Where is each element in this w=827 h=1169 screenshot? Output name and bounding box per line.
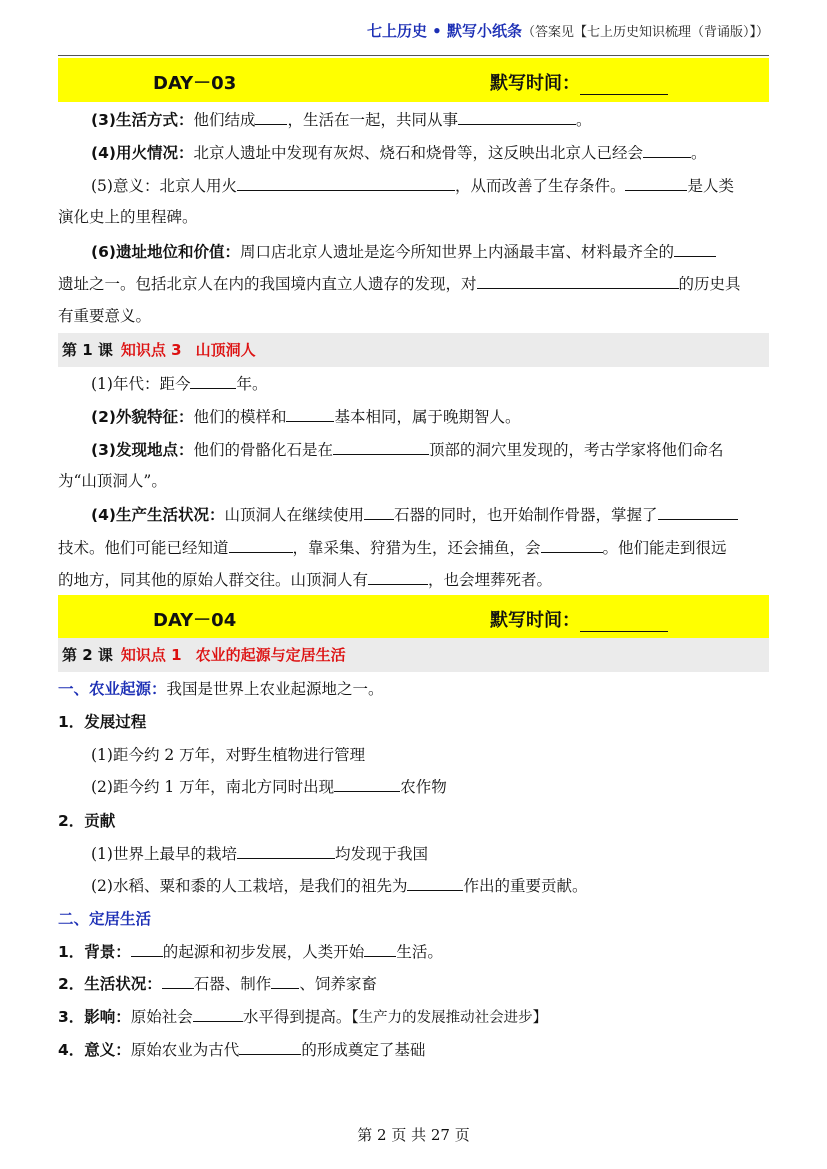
text: 石器的同时，也开始制作骨器，掌握了 — [393, 506, 658, 524]
lesson-title: 农业的起源与定居生活 — [195, 646, 346, 664]
text: 技术。他们可能已经知道 — [58, 539, 229, 557]
text: 他们的骨骼化石是在 — [193, 441, 333, 459]
item-lifestyle — [91, 103, 769, 137]
page-header — [367, 20, 769, 41]
text: 水平得到提高。 — [242, 1008, 352, 1026]
text: 基本相同，属于晚期智人。 — [334, 408, 521, 426]
text: 。 — [576, 111, 592, 129]
settle-significance — [58, 1033, 769, 1067]
item-discovery-cont: 为“山顶洞人”。 — [58, 472, 167, 490]
item-head: 3．影响： — [58, 1008, 131, 1026]
dictation-time — [490, 69, 668, 95]
fill-blank[interactable] — [237, 842, 335, 859]
text: 均发现于我国 — [334, 845, 428, 863]
item-head: 1．背景： — [58, 943, 131, 961]
fill-blank[interactable] — [643, 141, 691, 158]
text: ，也会埋葬死者。 — [428, 571, 553, 589]
fill-blank[interactable] — [477, 272, 679, 289]
fill-blank[interactable] — [239, 1038, 301, 1055]
sub-heading: 2．贡献 — [58, 812, 116, 830]
fill-blank[interactable] — [286, 405, 334, 422]
contrib-item-1 — [91, 837, 769, 871]
item-site-value — [91, 235, 769, 269]
text: 。 — [690, 144, 707, 162]
text: 北京人遗址中发现有灰烬、烧石和烧骨等，这反映出北京人已经会 — [193, 144, 643, 162]
text: 年。 — [236, 375, 268, 393]
dictation-time-label: 默写时间： — [490, 73, 580, 94]
text: 他们的模样和 — [193, 408, 287, 426]
item-production-cont — [58, 531, 769, 565]
fill-blank[interactable] — [334, 775, 400, 792]
text: 的起源和初步发展，人类开始 — [162, 943, 365, 961]
lesson-heading — [58, 333, 769, 367]
settle-background — [58, 935, 769, 969]
item-head: (4)用火情况： — [91, 144, 194, 162]
lesson-number: 第 2 课 — [62, 646, 113, 664]
item-age — [91, 367, 769, 401]
impact-note: 【生产力的发展推动社会进步】 — [351, 1010, 548, 1026]
settle-impact — [58, 1000, 769, 1035]
header-divider — [58, 55, 769, 56]
lesson-title: 山顶洞人 — [195, 341, 256, 359]
time-blank[interactable] — [580, 76, 668, 95]
day03-banner — [58, 58, 769, 102]
text: 他们结成 — [193, 111, 256, 129]
text: 周口店北京人遗址是迄今所知世界上内涵最丰富、材料最齐全的 — [239, 243, 674, 261]
item-head: 4．意义： — [58, 1041, 131, 1059]
text: 生活。 — [396, 943, 443, 961]
fill-blank[interactable] — [333, 438, 429, 455]
text: ，生活在一起，共同从事 — [287, 111, 458, 129]
item-head: (6)遗址地位和价值： — [91, 243, 240, 261]
text: 原始社会 — [130, 1008, 193, 1026]
fill-blank[interactable] — [271, 972, 299, 989]
text: ，靠采集、狩猎为生，还会捕鱼，会 — [292, 539, 541, 557]
dev-item-1: (1)距今约 2 万年，对野生植物进行管理 — [91, 746, 366, 764]
item-head: 2．生活状况： — [58, 975, 162, 993]
item-site-value-cont — [58, 267, 769, 301]
fill-blank[interactable] — [364, 940, 396, 957]
settle-conditions — [58, 967, 769, 1001]
text: 、饲养家畜 — [299, 975, 377, 993]
item-appearance — [91, 400, 769, 434]
page-footer: 第 2 页 共 27 页 — [357, 1126, 470, 1144]
fill-blank[interactable] — [131, 940, 163, 957]
item-production — [91, 498, 769, 532]
fill-blank[interactable] — [193, 1005, 243, 1022]
item-discovery-site — [91, 433, 769, 467]
lesson-number: 第 1 课 — [62, 341, 113, 359]
contrib-item-2 — [91, 869, 769, 903]
text: 山顶洞人在继续使用 — [224, 506, 364, 524]
fill-blank[interactable] — [190, 372, 236, 389]
fill-blank[interactable] — [541, 536, 603, 553]
text: ，从而改善了生存条件。 — [454, 177, 626, 195]
text: 原始农业为古代 — [130, 1041, 240, 1059]
day04-banner — [58, 595, 769, 639]
text: (5)意义：北京人用火 — [91, 177, 237, 195]
fill-blank[interactable] — [364, 503, 394, 520]
knowledge-point: 知识点 3 — [120, 341, 182, 359]
header-title: 七上历史 • 默写小纸条 — [366, 22, 522, 40]
text: (2)距今约 1 万年，南北方同时出现 — [91, 778, 335, 796]
item-head: (4)生产生活状况： — [91, 506, 225, 524]
header-note: （答案见【七上历史知识梳理（背诵版）】） — [521, 25, 769, 40]
fill-blank[interactable] — [368, 568, 428, 585]
dev-item-2 — [91, 770, 769, 804]
text: 顶部的洞穴里发现的，考古学家将他们命名 — [428, 441, 724, 459]
item-significance-cont: 演化史上的里程碑。 — [58, 208, 198, 226]
knowledge-point: 知识点 1 — [120, 646, 182, 664]
fill-blank[interactable] — [625, 174, 687, 191]
text: 遗址之一。包括北京人在内的我国境内直立人遗存的发现，对 — [58, 275, 477, 293]
text: 农作物 — [400, 778, 447, 796]
text: 的历史具 — [678, 275, 741, 293]
dictation-time — [490, 606, 668, 632]
item-significance — [91, 169, 769, 203]
fill-blank[interactable] — [658, 503, 738, 520]
fill-blank[interactable] — [162, 972, 194, 989]
lesson-heading — [58, 638, 769, 672]
text: 的地方，同其他的原始人群交往。山顶洞人有 — [58, 571, 369, 589]
fill-blank[interactable] — [407, 874, 463, 891]
item-site-value-cont2: 有重要意义。 — [58, 307, 152, 325]
day-label: DAY－03 — [153, 73, 237, 94]
day-label: DAY－04 — [153, 610, 237, 631]
text: (1)年代：距今 — [91, 375, 191, 393]
section-heading: 二、定居生活 — [58, 910, 152, 928]
time-blank[interactable] — [580, 613, 668, 632]
fill-blank[interactable] — [237, 174, 455, 191]
item-head: (3)生活方式： — [91, 111, 194, 129]
item-production-cont2 — [58, 563, 769, 597]
text: 是人类 — [687, 177, 734, 195]
sub-heading: 1．发展过程 — [58, 713, 147, 731]
section-heading: 一、农业起源： — [58, 680, 167, 698]
text: (2)水稻、粟和黍的人工栽培，是我们的祖先为 — [91, 877, 408, 895]
fill-blank[interactable] — [458, 108, 576, 125]
text: 的形成奠定了基础 — [301, 1041, 426, 1059]
text: 我国是世界上农业起源地之一。 — [166, 680, 384, 698]
fill-blank[interactable] — [255, 108, 287, 125]
item-fire-use — [91, 136, 769, 170]
dictation-time-label: 默写时间： — [490, 610, 580, 631]
text: (1)世界上最早的栽培 — [91, 845, 237, 863]
item-head: (2)外貌特征： — [91, 408, 194, 426]
fill-blank[interactable] — [674, 240, 716, 257]
agri-origin — [58, 672, 769, 706]
text: 石器、制作 — [193, 975, 272, 993]
item-head: (3)发现地点： — [91, 441, 194, 459]
text: 。他们能走到很远 — [602, 539, 727, 557]
fill-blank[interactable] — [229, 536, 293, 553]
text: 作出的重要贡献。 — [463, 877, 588, 895]
